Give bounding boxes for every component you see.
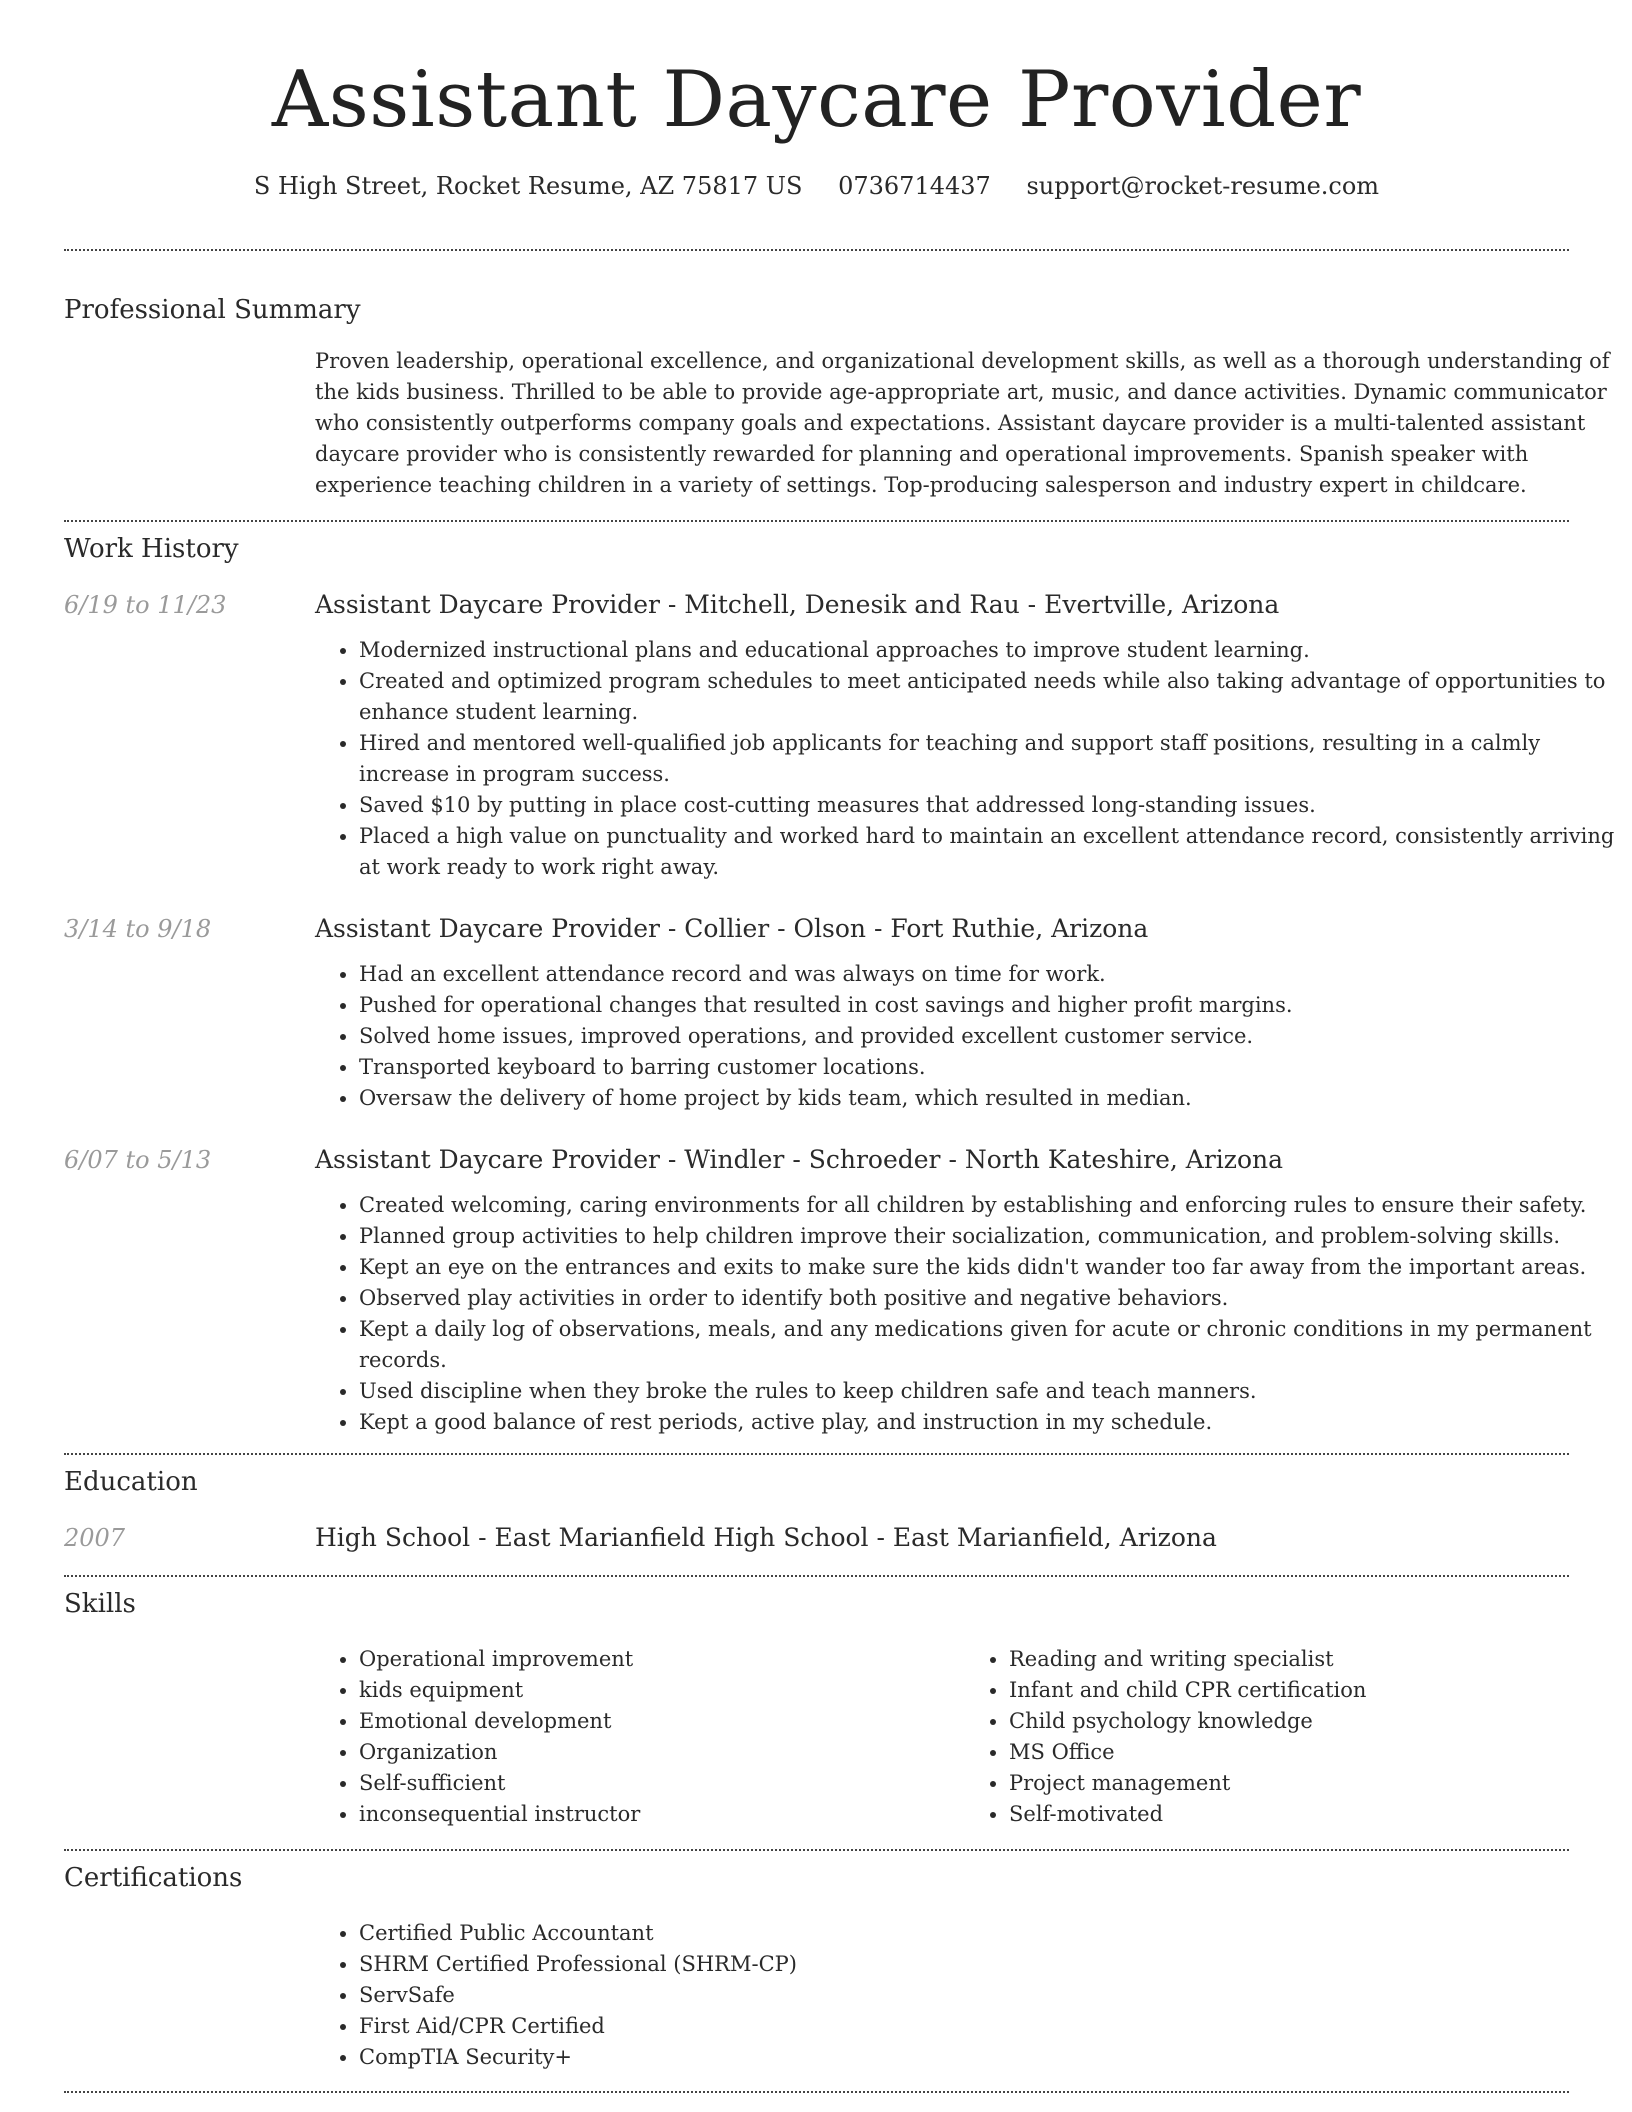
section-title-summary: Professional Summary: [64, 295, 361, 325]
list-item: • Placed a high value on punctuality and worked hard to maintain an excellent attendance record, consistently arriving at work ready to work right away.: [359, 821, 1615, 883]
job-bullets: [315, 635, 1615, 883]
contact-line: [64, 170, 1569, 202]
list-item: • Solved home issues, improved operations, and provided excellent customer service.: [359, 1021, 1615, 1052]
job-bullets: [315, 959, 1615, 1114]
list-item: • Modernized instructional plans and educational approaches to improve student learning.: [359, 635, 1615, 666]
section-title-skills: Skills: [64, 1589, 136, 1619]
job-entry: [64, 588, 1615, 883]
list-item: • Infant and child CPR certification: [1009, 1675, 1615, 1706]
list-item: • Kept an eye on the entrances and exits to make sure the kids didn't wander too far away from the important areas.: [359, 1252, 1615, 1283]
job-entry: [64, 912, 1569, 1114]
list-item: • Pushed for operational changes that resulted in cost savings and higher profit margins.: [359, 990, 1615, 1021]
certifications-list: [315, 1918, 1615, 2073]
list-item: • Kept a good balance of rest periods, active play, and instruction in my schedule.: [359, 1407, 1615, 1438]
divider: [64, 1453, 1569, 1455]
list-item: • Reading and writing specialist: [1009, 1644, 1615, 1675]
job-bullets: [315, 1190, 1615, 1438]
list-item: • Had an excellent attendance record and was always on time for work.: [359, 959, 1615, 990]
list-item: • Hired and mentored well-qualified job applicants for teaching and support staff positions, resulting in a calmly increase in program success.: [359, 728, 1615, 790]
job-dates: 6/07 to 5/13: [64, 1146, 212, 1174]
job-title: Assistant Daycare Provider - Mitchell, Denesik and Rau - Evertville, Arizona: [315, 590, 1280, 619]
list-item: • Used discipline when they broke the rules to keep children safe and teach manners.: [359, 1376, 1615, 1407]
resume-page: [64, 0, 1615, 2093]
list-item: • SHRM Certified Professional (SHRM-CP): [359, 1949, 1615, 1980]
list-item: • Organization: [359, 1737, 965, 1768]
list-item: • Self-sufficient: [359, 1768, 965, 1799]
list-item: • Project management: [1009, 1768, 1615, 1799]
section-title-education: Education: [64, 1467, 198, 1497]
list-item: • MS Office: [1009, 1737, 1615, 1768]
divider: [64, 249, 1569, 251]
job-dates: 6/19 to 11/23: [64, 591, 227, 619]
divider: [64, 2091, 1569, 2093]
list-item: • inconsequential instructor: [359, 1799, 965, 1830]
list-item: • Oversaw the delivery of home project by kids team, which resulted in median.: [359, 1083, 1615, 1114]
job-title: Assistant Daycare Provider - Windler - Schroeder - North Kateshire, Arizona: [315, 1145, 1284, 1174]
list-item: • Certified Public Accountant: [359, 1918, 1615, 1949]
list-item: • Planned group activities to help children improve their socialization, communication, and problem-solving skills.: [359, 1221, 1615, 1252]
list-item: • First Aid/CPR Certified: [359, 2011, 1615, 2042]
list-item: • Observed play activities in order to identify both positive and negative behaviors.: [359, 1283, 1615, 1314]
divider: [64, 520, 1569, 522]
list-item: • Child psychology knowledge: [1009, 1706, 1615, 1737]
education-entry: [64, 1521, 1569, 1555]
list-item: • Kept a daily log of observations, meals, and any medications given for acute or chronic conditions in my permanent records.: [359, 1314, 1615, 1376]
contact-phone: 0736714437: [838, 172, 991, 200]
list-item: • Created welcoming, caring environments for all children by establishing and enforcing rules to ensure their safety.: [359, 1190, 1615, 1221]
list-item: • Transported keyboard to barring customer locations.: [359, 1052, 1615, 1083]
education-year: 2007: [64, 1524, 126, 1552]
summary-text: Proven leadership, operational excellence, and organizational development skills, as well as a thorough understanding of the kids business. Thrilled to be able to provide age-appropriate art, music, and dance activities. Dynamic communicator who consistently outperforms company goals and expectations. Assistant daycare provider is a multi-talented assistant daycare provider who is consistently rewarded for planning and operational improvements. Spanish speaker with experience teaching children in a variety of settings. Top-producing salesperson and industry expert in childcare.: [315, 349, 1610, 497]
education-text: High School - East Marianfield High School - East Marianfield, Arizona: [315, 1523, 1217, 1552]
job-title: Assistant Daycare Provider - Collier - Olson - Fort Ruthie, Arizona: [315, 914, 1149, 943]
resume-name: Assistant Daycare Provider: [271, 55, 1362, 145]
job-dates: 3/14 to 9/18: [64, 915, 212, 943]
skills-list-right: [965, 1644, 1615, 1830]
list-item: • Emotional development: [359, 1706, 965, 1737]
list-item: • CompTIA Security+: [359, 2042, 1615, 2073]
divider: [64, 1849, 1569, 1851]
list-item: • kids equipment: [359, 1675, 965, 1706]
divider: [64, 1575, 1569, 1577]
contact-email: support@rocket-resume.com: [1026, 172, 1380, 200]
list-item: • Operational improvement: [359, 1644, 965, 1675]
list-item: • Self-motivated: [1009, 1799, 1615, 1830]
list-item: • ServSafe: [359, 1980, 1615, 2011]
contact-address: S High Street, Rocket Resume, AZ 75817 US: [253, 172, 803, 200]
certifications-block: [315, 1918, 1615, 2073]
job-entry: [64, 1143, 1592, 1438]
section-title-work: Work History: [64, 534, 239, 564]
list-item: • Saved $10 by putting in place cost-cutting measures that addressed long-standing issues.: [359, 790, 1615, 821]
skills-list-left: [315, 1644, 965, 1830]
section-title-certifications: Certifications: [64, 1863, 243, 1893]
list-item: • Created and optimized program schedules to meet anticipated needs while also taking advantage of opportunities to enhance student learning.: [359, 666, 1615, 728]
skills-grid: [315, 1644, 1615, 1830]
